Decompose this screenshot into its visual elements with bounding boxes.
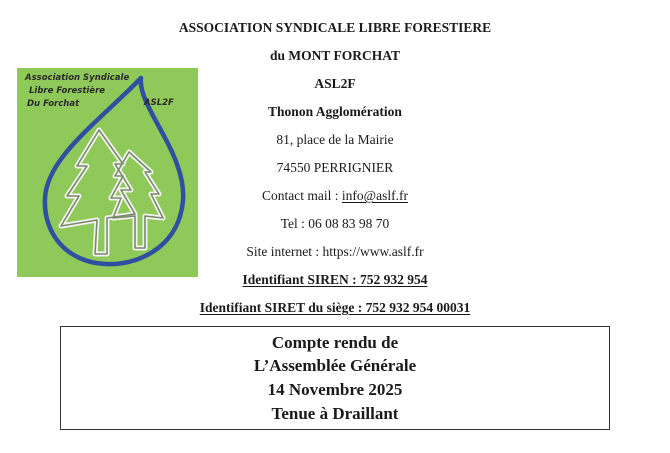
report-date: 14 Novembre 2025: [267, 380, 403, 399]
contact-mail: [175, 188, 495, 204]
report-title-line2: L’Assemblée Générale: [253, 356, 417, 375]
logo-text-line2: Libre Forestière: [29, 86, 106, 96]
address-postal: 74550 PERRIGNIER: [276, 160, 394, 175]
association-location: du MONT FORCHAT: [269, 48, 401, 63]
association-acronym: ASL2F: [314, 76, 356, 91]
report-venue: Tenue à Draillant: [271, 404, 399, 423]
siren-identifier: Identifiant SIREN : 752 932 954: [242, 272, 428, 287]
association-name: ASSOCIATION SYNDICALE LIBRE FORESTIERE: [178, 20, 492, 35]
siret-identifier: Identifiant SIRET du siège : 752 932 954 00031: [199, 300, 471, 315]
report-title-box: [60, 326, 610, 430]
logo-text-line1: Association Syndicale: [25, 73, 130, 83]
association-region: Thonon Agglomération: [268, 104, 402, 119]
logo-abbreviation: ASL2F: [144, 98, 174, 108]
mail-link[interactable]: info@aslf.fr: [341, 188, 408, 203]
contact-phone: Tel : 06 08 83 98 70: [280, 216, 390, 231]
report-title-line1: Compte rendu de: [271, 333, 399, 352]
logo-text-line3: Du Forchat: [27, 99, 80, 109]
mail-label: Contact mail :: [262, 188, 342, 203]
address-street: 81, place de la Mairie: [276, 132, 394, 147]
contact-website: Site internet : https://www.aslf.fr: [246, 244, 424, 259]
association-logo: [17, 68, 198, 277]
